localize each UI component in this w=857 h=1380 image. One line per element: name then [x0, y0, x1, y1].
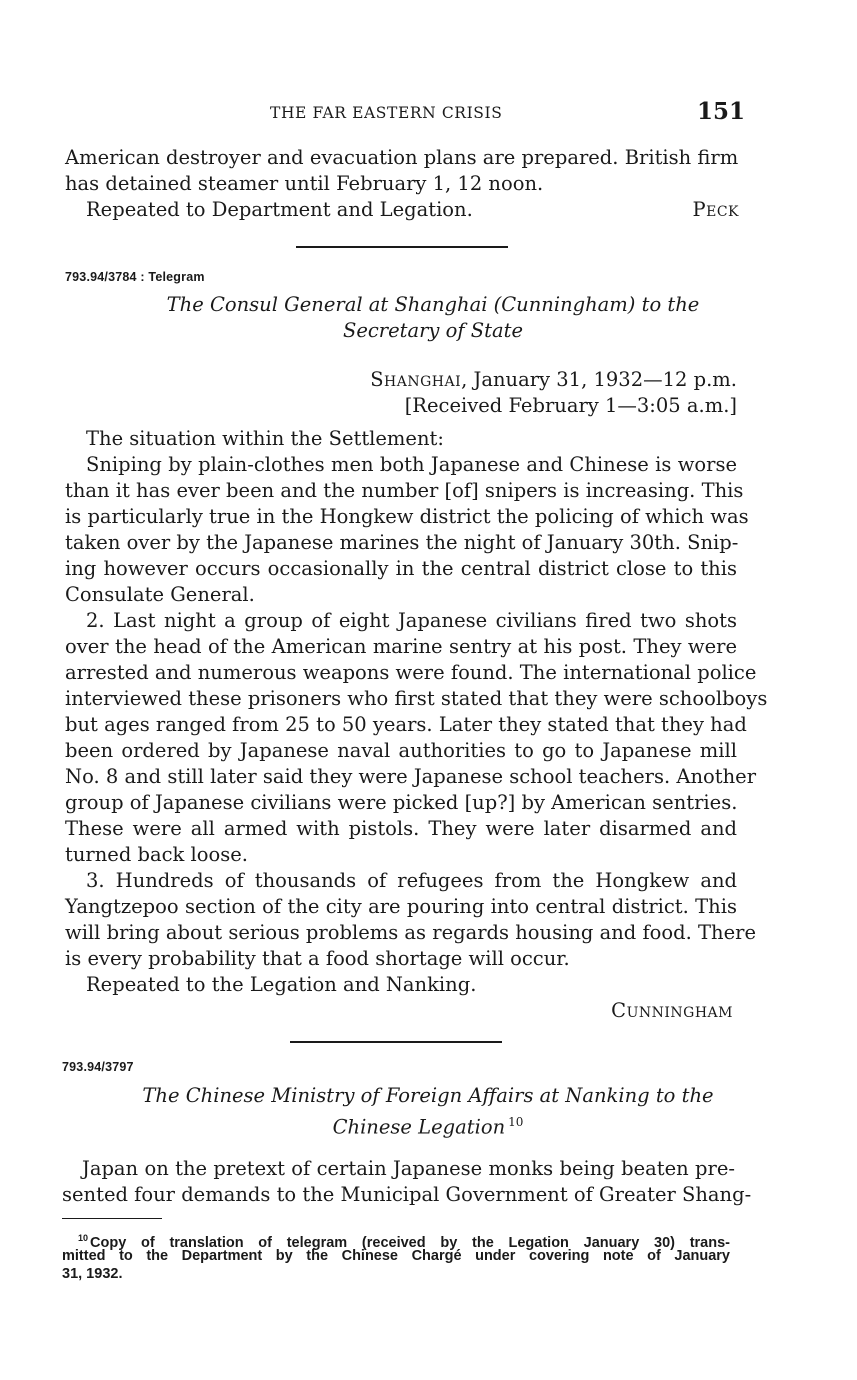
document-title: Secretary of State: [342, 319, 524, 342]
repeated-line: Repeated to Department and Legation.: [86, 198, 473, 221]
body-line: but ages ranged from 25 to 50 years. Later they stated that they had: [65, 713, 747, 736]
document-title: [60, 1109, 796, 1141]
document-title-text: Chinese Legation: [332, 1115, 506, 1139]
signature: Cunningham: [611, 999, 733, 1022]
footnote-line: mitted to the Department by the Chinese Chargé under covering note of January: [62, 1248, 730, 1264]
received-line: [Received February 1—3:05 a.m.]: [404, 394, 737, 417]
section-divider: [296, 246, 508, 248]
running-title: THE FAR EASTERN CRISIS: [270, 104, 503, 122]
body-line: These were all armed with pistols. They were later disarmed and: [65, 817, 737, 840]
section-divider: [290, 1041, 502, 1043]
document-title: The Chinese Ministry of Foreign Affairs at Nanking to the: [142, 1084, 714, 1107]
page-number: 151: [697, 98, 746, 125]
footnote-reference: 10: [508, 1115, 524, 1129]
body-line: over the head of the American marine sentry at his post. They were: [65, 635, 737, 658]
footnote-divider: [62, 1218, 162, 1219]
file-reference: 793.94/3797: [62, 1060, 134, 1074]
repeated-line: Repeated to the Legation and Nanking.: [86, 973, 477, 996]
body-line: No. 8 and still later said they were Japanese school teachers. Another: [65, 765, 757, 788]
body-line: Sniping by plain-clothes men both Japanese and Chinese is worse: [86, 453, 737, 476]
body-line: arrested and numerous weapons were found. The international police: [65, 661, 757, 684]
body-line: is particularly true in the Hongkew district the policing of which was: [65, 505, 749, 528]
body-line: Yangtzepoo section of the city are pouring into central district. This: [65, 895, 737, 918]
body-line: will bring about serious problems as regards housing and food. There: [65, 921, 756, 944]
body-line: turned back loose.: [65, 843, 249, 866]
signature: Peck: [692, 198, 739, 221]
body-line: ing however occurs occasionally in the central district close to this: [65, 557, 737, 580]
body-line: than it has ever been and the number [of] snipers is increasing. This: [65, 479, 744, 502]
body-line: 2. Last night a group of eight Japanese civilians fired two shots: [86, 609, 737, 632]
dateline-date: , January 31, 1932—12 p.m.: [461, 368, 737, 391]
body-line: Japan on the pretext of certain Japanese monks being beaten pre-: [82, 1157, 735, 1180]
body-line: 3. Hundreds of thousands of refugees from the Hongkew and: [86, 869, 737, 892]
body-line: taken over by the Japanese marines the night of January 30th. Snip-: [65, 531, 739, 554]
intro-line: The situation within the Settlement:: [86, 427, 444, 450]
document-title: The Consul General at Shanghai (Cunningham) to the: [166, 293, 700, 316]
body-line: interviewed these prisoners who first stated that they were schoolboys: [65, 687, 768, 710]
dateline-place: Shanghai: [370, 368, 462, 391]
dateline: [370, 367, 737, 393]
body-line: been ordered by Japanese naval authorities to go to Japanese mill: [65, 739, 737, 762]
footnote-line: 31, 1932.: [62, 1266, 123, 1282]
file-reference: 793.94/3784 : Telegram: [65, 270, 205, 284]
footnote-text: Copy of translation of telegram (received by the Legation January 30) trans-: [90, 1234, 730, 1251]
footnote-marker: 10: [78, 1233, 89, 1243]
body-line: group of Japanese civilians were picked [up?] by American sentries.: [65, 791, 738, 814]
body-line: Consulate General.: [65, 583, 255, 606]
body-line: is every probability that a food shortage will occur.: [65, 947, 570, 970]
body-line: has detained steamer until February 1, 12 noon.: [65, 172, 544, 195]
body-line: American destroyer and evacuation plans are prepared. British firm: [65, 146, 739, 169]
body-line: sented four demands to the Municipal Government of Greater Shang-: [62, 1183, 752, 1206]
